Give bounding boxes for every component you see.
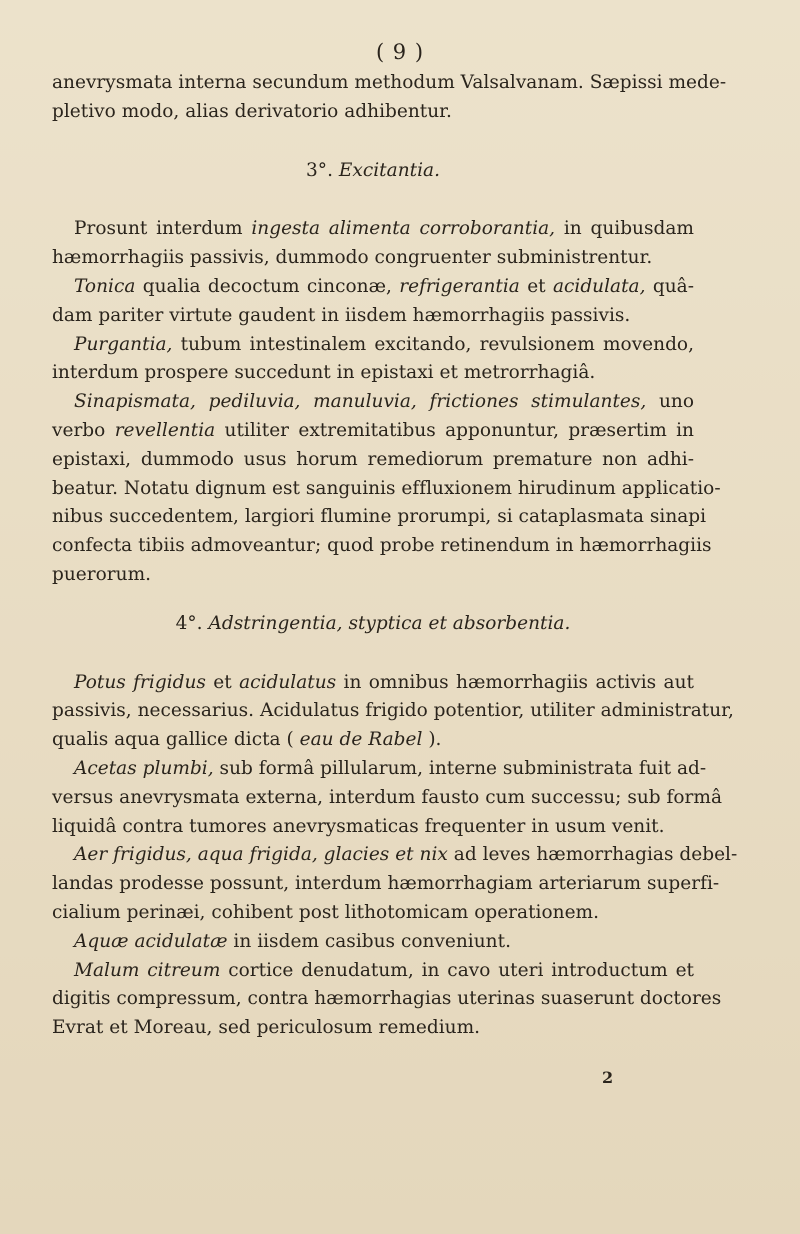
paragraph-line: cialium perinæi, cohibent post lithotomicam operationem. [52,901,600,923]
paragraph-line: Aer frigidus, aqua frigida, glacies et nix ad leves hæmorrhagias debel- [74,844,738,866]
paragraph-line: dam pariter virtute gaudent in iisdem hæmorrhagiis passivis. [52,304,631,326]
paragraph-line: nibus succedentem, largiori flumine prorumpi, si cataplasmata sinapi [52,506,707,528]
paragraph-line: Purgantia, tubum intestinalem excitando, revulsionem movendo, [74,333,694,355]
paragraph-line: landas prodesse possunt, interdum hæmorrhagiam arteriarum superfi- [52,873,720,895]
paragraph-line: Tonica qualia decoctum cinconæ, refrigerantia et acidulata, quâ- [74,275,694,297]
paragraph-line: confecta tibiis admoveantur; quod probe retinendum in hæmorrhagiis [52,535,712,557]
text-block [52,69,738,1043]
paragraph-line: Malum citreum cortice denudatum, in cavo uteri introductum et [74,959,694,981]
text-line: pletivo modo, alias derivatorio adhibentur. [52,100,452,122]
paragraph-line: verbo revellentia utiliter extremitatibus apponuntur, præsertim in [52,419,694,441]
paragraph-line: Potus frigidus et acidulatus in omnibus hæmorrhagiis activis aut [74,671,694,693]
paragraph-line: interdum prospere succedunt in epistaxi et metrorrhagiâ. [52,362,596,384]
paragraph-line: qualis aqua gallice dicta ( eau de Rabel ). [52,729,442,751]
text-line: anevrysmata interna secundum methodum Valsalvanam. Sæpissi mede- [52,72,727,93]
paragraph-line: Prosunt interdum ingesta alimenta corroborantia, in quibusdam [74,218,694,240]
paragraph-line: Evrat et Moreau, sed periculosum remedium. [52,1017,481,1039]
signature-mark: 2 [602,1068,614,1087]
paragraph-line: liquidâ contra tumores anevrysmaticas frequenter in usum venit. [52,815,665,837]
paragraph-line: Acetas plumbi, sub formâ pillularum, interne subministrata fuit ad- [74,757,707,779]
paragraph-line: hæmorrhagiis passivis, dummodo congruenter subministrentur. [52,247,653,269]
paragraph-line: epistaxi, dummodo usus horum remediorum premature non adhi- [52,448,694,470]
section-heading-excitantia: 3°. Excitantia. [306,159,440,181]
paragraph-line: Sinapismata, pediluvia, manuluvia, frictiones stimulantes, uno [74,391,694,413]
section-heading-adstringentia: 4°. Adstringentia, styptica et absorbentia. [175,612,571,634]
paragraph-line: puerorum. [52,563,152,585]
paragraph-line: passivis, necessarius. Acidulatus frigido potentior, utiliter administratur, [52,700,734,722]
paragraph-line: digitis compressum, contra hæmorrhagias uterinas suaserunt doctores [52,988,722,1010]
paragraph-line: beatur. Notatu dignum est sanguinis effluxionem hirudinum applicatio- [52,477,721,499]
page-number: ( 9 ) [375,40,425,64]
paragraph-line: versus anevrysmata externa, interdum fausto cum successu; sub formâ [52,786,723,808]
paragraph-line: Aquæ acidulatæ in iisdem casibus conveniunt. [74,930,511,952]
